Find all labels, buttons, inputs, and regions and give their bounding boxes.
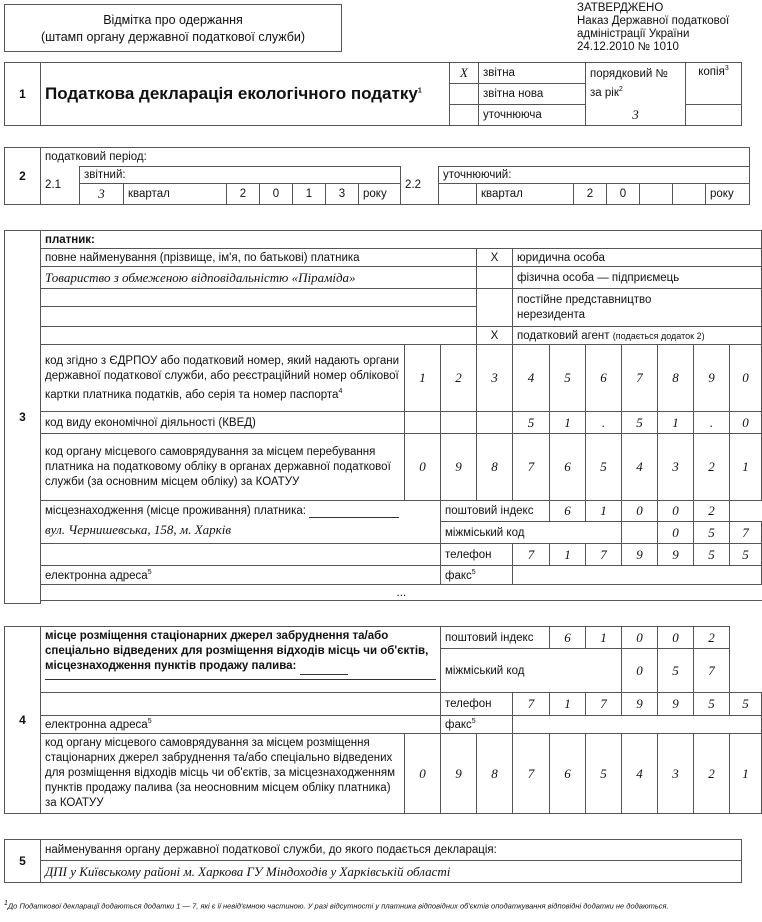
clarifying-quarter-value[interactable] <box>439 184 477 205</box>
approval-line-3: 24.12.2010 № 1010 <box>577 41 679 53</box>
place-postal-digit[interactable]: 0 <box>658 627 694 649</box>
intercity-empty <box>622 522 658 544</box>
section-5-table <box>4 839 742 883</box>
payer-name-line[interactable] <box>41 307 477 327</box>
sub-2-1-number: 2.1 <box>41 167 80 205</box>
place-koatuu-digit[interactable]: 1 <box>730 734 762 814</box>
place-fax-footnote: 5 <box>471 718 476 726</box>
representative-line-2: нерезидента <box>517 308 585 321</box>
place-koatuu-digit[interactable]: 8 <box>477 734 513 814</box>
place-postal-digit[interactable]: 0 <box>622 627 658 649</box>
place-koatuu-digit[interactable]: 4 <box>622 734 658 814</box>
place-koatuu-digit[interactable]: 5 <box>586 734 622 814</box>
reporting-year-digit[interactable]: 1 <box>293 184 326 205</box>
intercity-digit[interactable]: 7 <box>730 522 762 544</box>
koatuu-digit[interactable]: 3 <box>658 434 694 501</box>
type-reporting-label: звітна <box>479 63 586 84</box>
approval-block <box>577 2 742 54</box>
payer-name-line[interactable] <box>41 289 477 307</box>
koatuu-digit[interactable]: 9 <box>441 434 477 501</box>
individual-mark[interactable] <box>477 267 513 289</box>
fax-value[interactable] <box>513 566 762 585</box>
koatuu-digit[interactable]: 6 <box>550 434 586 501</box>
section-gap-spacer <box>41 601 762 604</box>
intercity-digit[interactable]: 0 <box>658 522 694 544</box>
payer-label: платник: <box>41 231 762 249</box>
postal-digit[interactable]: 6 <box>550 501 586 522</box>
tax-agent-note: (подається додаток 2) <box>612 330 705 341</box>
tax-agent-text: податковий агент <box>517 329 610 342</box>
stamp-title: Відмітка про одержання <box>103 13 243 27</box>
receipt-stamp-box <box>4 4 342 52</box>
place-phone-digit[interactable]: 7 <box>586 693 622 716</box>
edrpou-digit[interactable]: 9 <box>694 345 730 412</box>
place-koatuu-digit[interactable]: 0 <box>405 734 441 814</box>
koatuu-digit[interactable]: 5 <box>586 434 622 501</box>
edrpou-digit[interactable]: 4 <box>513 345 550 412</box>
kved-digit[interactable]: 1 <box>658 412 694 434</box>
edrpou-footnote: 4 <box>338 387 343 395</box>
type-new-reporting-label: звітна нова <box>479 84 586 105</box>
fax-footnote: 5 <box>471 568 476 576</box>
kved-empty <box>405 412 441 434</box>
kved-digit[interactable]: 0 <box>730 412 762 434</box>
place-koatuu-label: код органу місцевого самоврядування за місцем розміщення стаціонарних джерел забруднення та/або спеціально відведених для розміщення відходів місць чи об'єктів, за місцезнаходженням пунктів продажу палива (за неосновним місцем обліку платника) за КОАТУУ <box>41 734 405 814</box>
phone-digit[interactable]: 1 <box>550 544 586 566</box>
declaration-title <box>41 63 450 126</box>
place-postal-digit[interactable]: 2 <box>694 627 730 649</box>
place-fax-label-text: факс <box>445 718 472 731</box>
place-underline <box>300 659 348 675</box>
postal-digit[interactable]: 0 <box>658 501 694 522</box>
ordinal-number-footnote: 2 <box>618 86 623 93</box>
location-label-text: місцезнаходження (місце проживання) платника: <box>45 504 306 517</box>
type-clarifying-label: уточнююча <box>479 105 586 126</box>
copy-label-text: копія <box>698 65 725 78</box>
approval-line-2: адміністрації України <box>577 28 690 40</box>
place-intercity-digit[interactable]: 7 <box>694 649 730 693</box>
koatuu-digit[interactable]: 7 <box>513 434 550 501</box>
phone-label: телефон <box>441 544 513 566</box>
type-reporting-mark[interactable]: X <box>450 63 479 84</box>
place-phone-digit[interactable]: 7 <box>513 693 550 716</box>
intercity-code-label: міжміський код <box>441 522 622 544</box>
kved-digit[interactable]: 5 <box>622 412 658 434</box>
location-value[interactable]: вул. Чернишевська, 158, м. Харків <box>41 522 441 544</box>
place-email-footnote: 5 <box>147 718 152 726</box>
copy-label <box>686 63 742 105</box>
section-4-table <box>4 626 762 814</box>
ordinal-number-label <box>586 63 686 105</box>
email-label <box>41 566 441 585</box>
representative-label <box>513 289 762 327</box>
clarifying-quarter-label: квартал <box>477 184 574 205</box>
phone-digit[interactable]: 7 <box>586 544 622 566</box>
edrpou-digit[interactable]: 6 <box>586 345 622 412</box>
sub-2-2-number: 2.2 <box>401 167 439 205</box>
kved-digit[interactable]: . <box>694 412 730 434</box>
intercity-digit[interactable]: 5 <box>694 522 730 544</box>
payer-fullname-value[interactable]: Товариство з обмеженою відповідальністю «Піраміда» <box>41 267 477 289</box>
edrpou-digit[interactable]: 1 <box>405 345 441 412</box>
edrpou-digit[interactable]: 5 <box>550 345 586 412</box>
representative-mark[interactable] <box>477 289 513 327</box>
place-label <box>41 627 441 693</box>
place-fax-value[interactable] <box>513 716 762 734</box>
payer-name-line[interactable] <box>41 327 477 345</box>
place-postal-digit[interactable]: 1 <box>586 627 622 649</box>
kved-digit[interactable]: . <box>586 412 622 434</box>
tax-period-label: податковий період: <box>41 148 750 167</box>
reporting-year-digit[interactable]: 0 <box>260 184 293 205</box>
place-intercity-digit[interactable]: 0 <box>622 649 658 693</box>
legal-entity-mark[interactable]: X <box>477 249 513 267</box>
edrpou-label <box>41 345 405 412</box>
place-phone-digit[interactable]: 1 <box>550 693 586 716</box>
copy-label-footnote: 3 <box>724 65 729 72</box>
reporting-quarter-value[interactable]: 3 <box>80 184 124 205</box>
payer-fullname-label: повне найменування (прізвище, ім'я, по батькові) платника <box>41 249 477 267</box>
footnote-text: До Податкової декларації додаються додатки 1 — 7, які є її невід'ємною частиною. У разі відсутності у платника відповідних об'єктів оподаткування відповідні додатки не додаються. <box>7 901 669 911</box>
email-label-text: електронна адреса <box>45 569 148 582</box>
edrpou-digit[interactable]: 8 <box>658 345 694 412</box>
reporting-year-digit[interactable]: 3 <box>326 184 359 205</box>
footnote <box>4 900 741 911</box>
kved-digit[interactable]: 5 <box>513 412 550 434</box>
edrpou-digit[interactable]: 2 <box>441 345 477 412</box>
place-intercity-digit[interactable]: 5 <box>658 649 694 693</box>
phone-digit[interactable]: 9 <box>658 544 694 566</box>
edrpou-label-text: код згідно з ЄДРПОУ або податковий номер, який надають органи державної податкової служби, або реєстраційний номер облікової картки платника податків, або серія та номер паспорта <box>45 354 400 401</box>
tax-office-value[interactable]: ДПІ у Київському районі м. Харкова ГУ Міндоходів у Харківській області <box>41 861 742 883</box>
approval-line-1: Наказ Державної податкової <box>577 15 730 27</box>
reporting-period-label: звітний: <box>80 167 401 184</box>
place-phone-label: телефон <box>441 693 513 716</box>
postal-digit[interactable]: 1 <box>586 501 622 522</box>
clarifying-year-digit[interactable]: 0 <box>607 184 640 205</box>
location-label <box>41 501 441 522</box>
section-2-number: 2 <box>5 148 41 205</box>
section-gap-ellipsis: ... <box>41 585 762 601</box>
koatuu-digit[interactable]: 8 <box>477 434 513 501</box>
approval-title: ЗАТВЕРДЖЕНО <box>577 2 664 14</box>
section-1-number: 1 <box>5 63 41 126</box>
place-koatuu-digit[interactable]: 9 <box>441 734 477 814</box>
koatuu-digit[interactable]: 0 <box>405 434 441 501</box>
section-1-table <box>4 62 742 126</box>
email-footnote: 5 <box>147 568 152 576</box>
type-new-reporting-mark[interactable] <box>450 84 479 105</box>
kved-label: код виду економічної діяльності (КВЕД) <box>41 412 405 434</box>
section-3-number: 3 <box>5 231 41 604</box>
legal-entity-label: юридична особа <box>513 249 762 267</box>
place-postal-label: поштовий індекс <box>441 627 550 649</box>
section-3-4-table <box>4 230 762 604</box>
clarifying-year-digit[interactable] <box>673 184 706 205</box>
place-email-label <box>41 716 441 734</box>
postal-digit[interactable]: 0 <box>622 501 658 522</box>
footnote-marker: 1 <box>4 900 8 907</box>
koatuu-label: код органу місцевого самоврядування за місцем перебування платника на податковому обліку в органах державної податкової служби (за основним місцем обліку) за КОАТУУ <box>41 434 405 501</box>
fax-label-text: факс <box>445 569 472 582</box>
clarifying-period-label: уточнюючий: <box>439 167 750 184</box>
place-email-label-text: електронна адреса <box>45 718 148 731</box>
declaration-title-text: Податкова декларація екологічного податку <box>45 84 418 103</box>
place-label-text: місце розміщення стаціонарних джерел забруднення та/або спеціально відведених для розміщення відходів місць чи об'єктів, місцезнаходження пунктів продажу палива: <box>45 630 429 672</box>
place-koatuu-digit[interactable]: 2 <box>694 734 730 814</box>
ordinal-number-value[interactable]: 3 <box>586 105 686 126</box>
phone-digit[interactable]: 7 <box>513 544 550 566</box>
postal-code-label: поштовий індекс <box>441 501 550 522</box>
place-intercity-label: міжміський код <box>441 649 622 693</box>
location-line[interactable] <box>41 544 441 566</box>
place-koatuu-digit[interactable]: 6 <box>550 734 586 814</box>
kved-empty <box>441 412 477 434</box>
fax-label <box>441 566 513 585</box>
place-rule <box>45 676 436 680</box>
kved-digit[interactable]: 1 <box>550 412 586 434</box>
place-koatuu-digit[interactable]: 7 <box>513 734 550 814</box>
ordinal-number-text: порядковий № за рік <box>590 68 668 99</box>
place-phone-digit[interactable]: 5 <box>730 693 762 716</box>
clarifying-year-digit[interactable] <box>640 184 673 205</box>
phone-digit[interactable]: 5 <box>730 544 762 566</box>
edrpou-digit[interactable]: 0 <box>730 345 762 412</box>
edrpou-digit[interactable]: 3 <box>477 345 513 412</box>
section-5-number: 5 <box>5 840 41 883</box>
location-underline <box>309 505 399 518</box>
place-postal-digit[interactable]: 6 <box>550 627 586 649</box>
individual-label: фізична особа — підприємець <box>513 267 762 289</box>
reporting-quarter-label: квартал <box>124 184 227 205</box>
place-fax-label <box>441 716 513 734</box>
section-2-table <box>4 147 750 205</box>
clarifying-year-label: року <box>706 184 750 205</box>
phone-digit[interactable]: 9 <box>622 544 658 566</box>
koatuu-digit[interactable]: 4 <box>622 434 658 501</box>
declaration-title-footnote: 1 <box>417 87 422 95</box>
place-koatuu-digit[interactable]: 3 <box>658 734 694 814</box>
phone-digit[interactable]: 5 <box>694 544 730 566</box>
koatuu-digit[interactable]: 2 <box>694 434 730 501</box>
reporting-year-digit[interactable]: 2 <box>227 184 260 205</box>
tax-office-label: найменування органу державної податкової служби, до якого подається декларація: <box>41 840 742 861</box>
representative-line-1: постійне представництво <box>517 293 652 306</box>
stamp-subtitle: (штамп органу державної податкової служби) <box>40 30 306 44</box>
place-phone-digit[interactable]: 9 <box>658 693 694 716</box>
type-clarifying-mark[interactable] <box>450 105 479 126</box>
edrpou-digit[interactable]: 7 <box>622 345 658 412</box>
tax-agent-label <box>513 327 762 345</box>
tax-agent-mark[interactable]: X <box>477 327 513 345</box>
reporting-year-label: року <box>359 184 401 205</box>
place-phone-digit[interactable]: 5 <box>694 693 730 716</box>
koatuu-digit[interactable]: 1 <box>730 434 762 501</box>
clarifying-year-digit[interactable]: 2 <box>574 184 607 205</box>
postal-digit[interactable]: 2 <box>694 501 730 522</box>
copy-value[interactable] <box>686 105 742 126</box>
place-phone-digit[interactable]: 9 <box>622 693 658 716</box>
kved-empty <box>477 412 513 434</box>
section-4-number: 4 <box>5 627 41 814</box>
place-line[interactable] <box>41 693 441 716</box>
